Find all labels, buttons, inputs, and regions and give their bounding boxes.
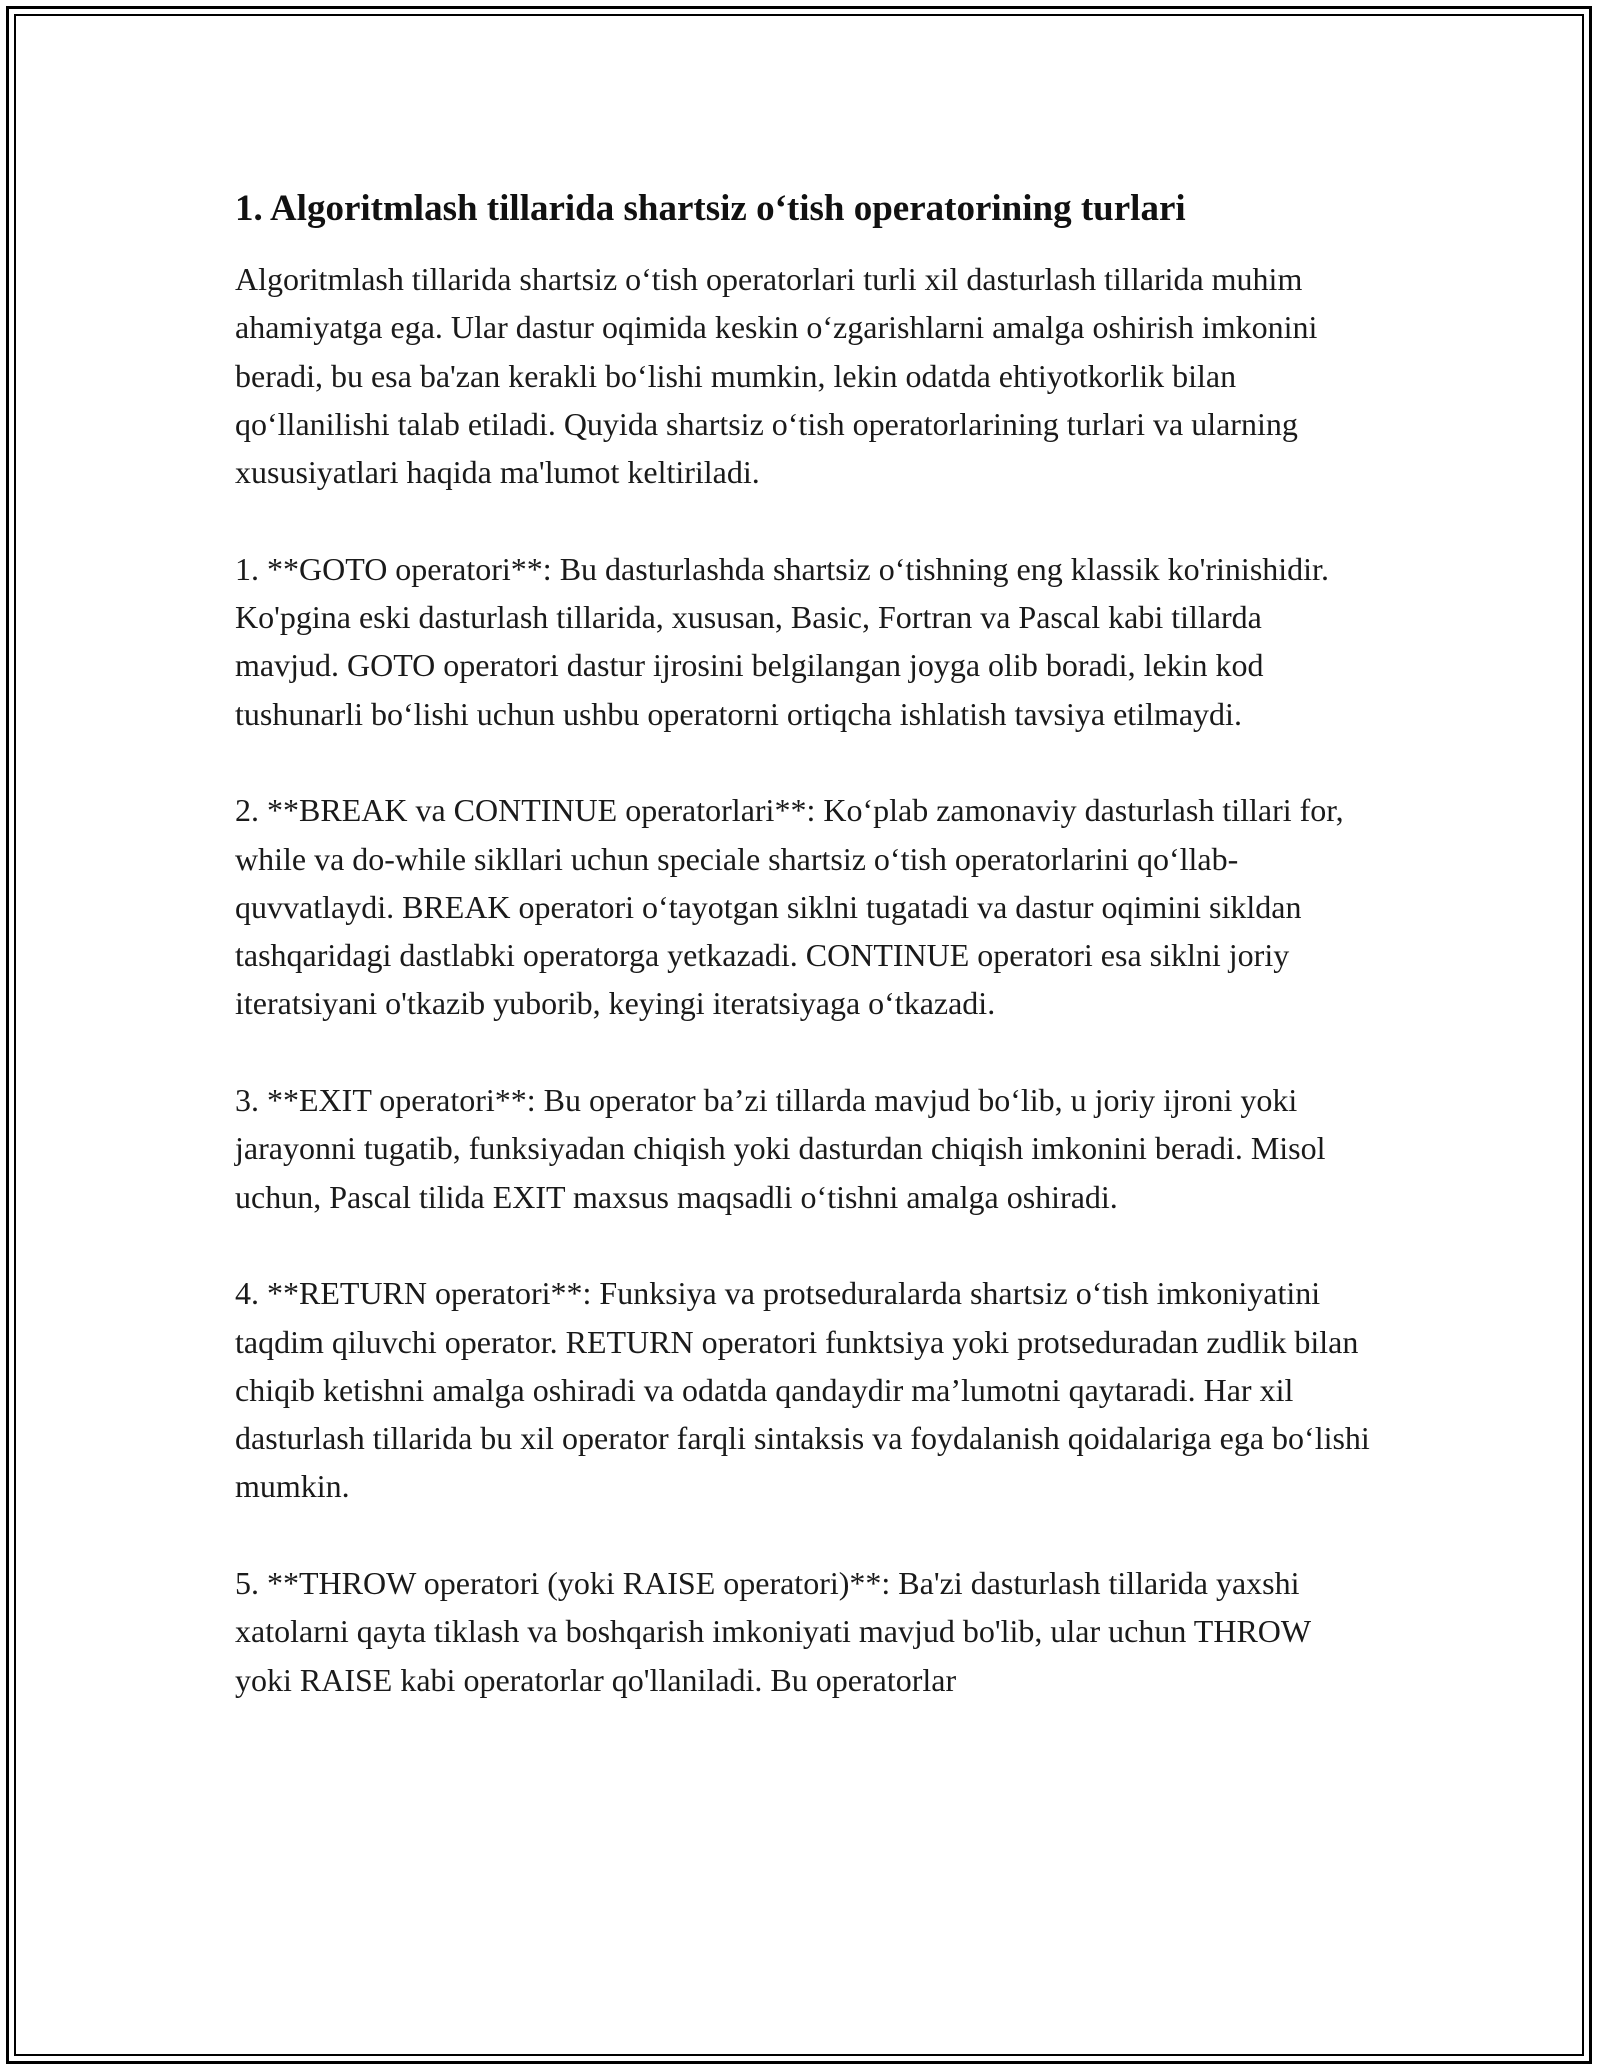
break-continue-paragraph: 2. **BREAK va CONTINUE operatorlari**: Ko‘plab zamonaviy dasturlash tillari for, while va do-while sikllari uchun speciale shartsiz o‘tish operatorlarini qo‘llab-quvvatlaydi. BREAK operatori o‘tayotgan siklni tugatadi va dastur oqimini sikldan tashqaridagi dastlabki operatorga yetkazadi. CONTINUE operatori esa siklni joriy iteratsiyani o'tkazib yuborib, keyingi iteratsiyaga o‘tkazadi. <box>235 792 1344 1022</box>
return-paragraph: 4. **RETURN operatori**: Funksiya va protseduralarda shartsiz o‘tish imkoniyatini taqdim qiluvchi operator. RETURN operatori funktsiya yoki protseduradan zudlik bilan chiqib ketishni amalga oshiradi va odatda qandaydir ma’lumotni qaytaradi. Har xil dasturlash tillarida bu xil operator farqli sintaksis va foydalanish qoidalariga ega bo‘lishi mumkin. <box>235 1275 1370 1505</box>
section-heading: 1. Algoritmlash tillarida shartsiz o‘tish operatorining turlari <box>235 188 1186 229</box>
throw-paragraph: 5. **THROW operatori (yoki RAISE operatori)**: Ba'zi dasturlash tillarida yaxshi xatolarni qayta tiklash va boshqarish imkoniyati mavjud bo'lib, ular uchun THROW yoki RAISE kabi operatorlar qo'llaniladi. Bu operatorlar <box>235 1565 1311 1698</box>
goto-paragraph: 1. **GOTO operatori**: Bu dasturlashda shartsiz o‘tishning eng klassik ko'rinishidir. Ko'pgina eski dasturlash tillarida, xususan, Basic, Fortran va Pascal kabi tillarda mavjud. GOTO operatori dastur ijrosini belgilangan joyga olib boradi, lekin kod tushunarli bo‘lishi uchun ushbu operatorni ortiqcha ishlatish tavsiya etilmaydi. <box>235 550 1329 732</box>
intro-paragraph: Algoritmlash tillarida shartsiz o‘tish operatorlari turli xil dasturlash tillarida muhim ahamiyatga ega. Ular dastur oqimida keskin o‘zgarishlarni amalga oshirish imkonini beradi, bu esa ba'zan kerakli bo‘lishi mumkin, lekin odatda ehtiyotkorlik bilan qo‘llanilishi talab etiladi. Quyida shartsiz o‘tish operatorlarining turlari va ularning xususiyatlari haqida ma'lumot keltiriladi. <box>235 261 1318 491</box>
document-body <box>235 185 1370 1752</box>
exit-paragraph: 3. **EXIT operatori**: Bu operator ba’zi tillarda mavjud bo‘lib, u joriy ijroni yoki jarayonni tugatib, funksiyadan chiqish yoki dasturdan chiqish imkonini beradi. Misol uchun, Pascal tilida EXIT maxsus maqsadli o‘tishni amalga oshiradi. <box>235 1082 1326 1215</box>
